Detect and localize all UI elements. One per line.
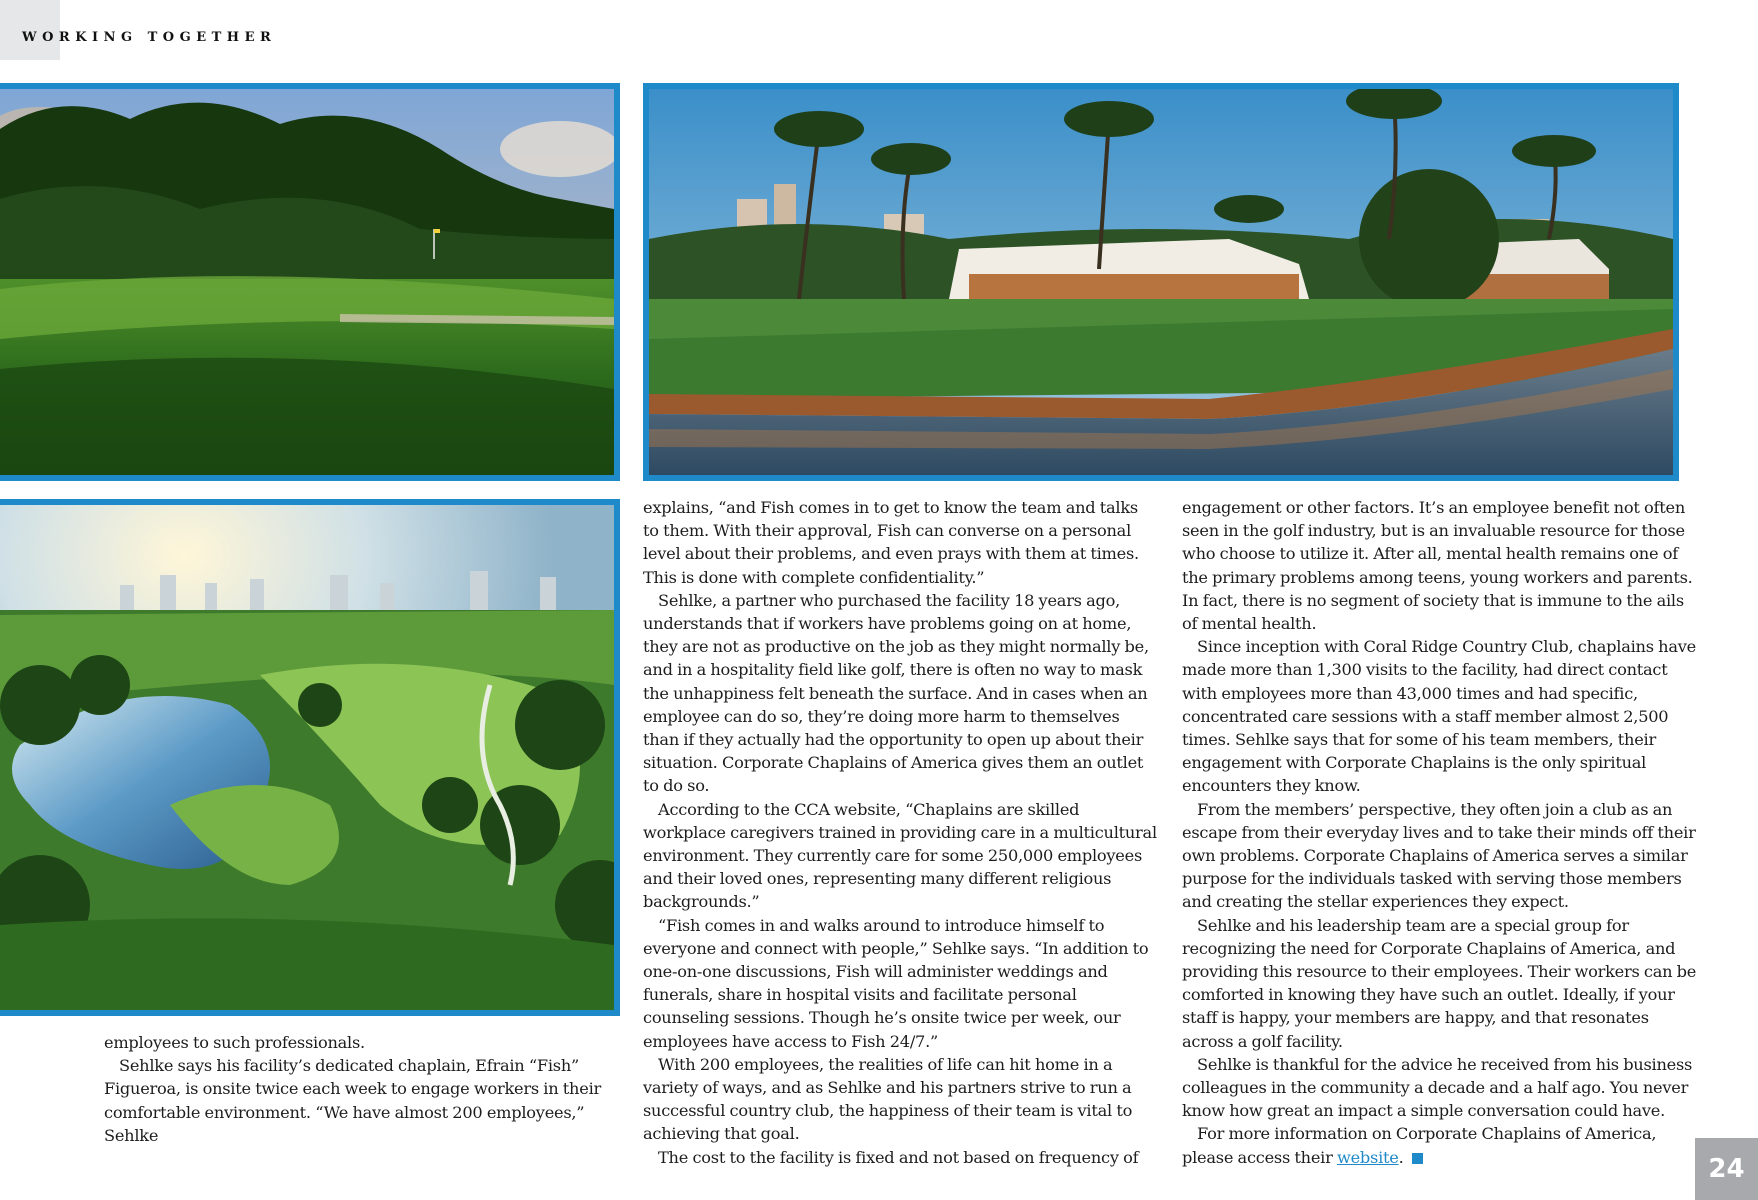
paragraph: Sehlke, a partner who purchased the facility 18 years ago, understands that if workers have problems going on at home, they are not as productive on the job as they might normally be, and in a hospitality field like golf, there is often no way to mask the unhappiness felt beneath the surface. And in cases when an employee can do so, they’re doing more harm to themselves than if they actually had the opportunity to open up about their situation. Corporate Chaplains of America gives them an outlet to do so. — [643, 590, 1149, 796]
closing-period: . — [1398, 1147, 1404, 1167]
text-column-3 — [1182, 496, 1702, 1169]
paragraph: explains, “and Fish comes in to get to know the team and talks to them. With their approval, Fish can converse on a personal level about their problems, and even prays with them at times. This is done with complete confidentiality.” — [643, 498, 1139, 587]
clubhouse-waterfront-photo — [643, 83, 1679, 481]
page-number: 24 — [1695, 1138, 1758, 1200]
text-column-2 — [643, 496, 1158, 1169]
paragraph: “Fish comes in and walks around to introduce himself to everyone and connect with people,” Sehlke says. “In addition to one-on-one discussions, Fish will administer weddings and funerals, share in hospital visits and facilitate personal counseling sessions. Though he’s onsite twice per week, our employees have access to Fish 24/7.” — [643, 915, 1149, 1051]
golf-course-fairway-photo — [0, 83, 620, 481]
paragraph: employees to such professionals. — [104, 1033, 365, 1052]
paragraph: Sehlke is thankful for the advice he received from his business colleagues in the community a decade and a half ago. You never know how great an impact a simple conversation could have. — [1182, 1054, 1693, 1121]
paragraph: The cost to the facility is fixed and not based on frequency of — [658, 1147, 1139, 1167]
paragraph: Since inception with Coral Ridge Country Club, chaplains have made more than 1,300 visits to the facility, had direct contact with employees more than 43,000 times and had specific, concentrated care sessions with a staff member almost 2,500 times. Sehlke says that for some of his team members, their engagement with Corporate Chaplains is the only spiritual encounters they know. — [1182, 637, 1696, 796]
end-of-article-mark — [1412, 1153, 1423, 1164]
paragraph: With 200 employees, the realities of life can hit home in a variety of ways, and as Sehlke and his partners strive to run a successful country club, the happiness of their team is vital to achieving that goal. — [643, 1054, 1133, 1144]
paragraph: Sehlke says his facility’s dedicated chaplain, Efrain “Fish” Figueroa, is onsite twice each week to engage workers in their comfortable environment. “We have almost 200 employees,” Sehlke — [104, 1056, 601, 1145]
text-column-1 — [104, 1031, 624, 1147]
closing-text: For more information on Corporate Chaplains of America, please access their — [1182, 1124, 1657, 1167]
running-head: WORKING TOGETHER — [22, 30, 277, 45]
paragraph: According to the CCA website, “Chaplains are skilled workplace caregivers trained in providing care in a multicultural environment. They currently care for some 250,000 employees and their loved ones, representing many different religious backgrounds.” — [643, 799, 1157, 912]
paragraph: Sehlke and his leadership team are a special group for recognizing the need for Corporate Chaplains of America, and providing this resource to their employees. Their workers can be comforted in knowing they have such an outlet. Ideally, if your staff is happy, your members are happy, and that resonates across a golf facility. — [1182, 915, 1697, 1051]
website-link[interactable]: website — [1337, 1147, 1399, 1167]
paragraph: engagement or other factors. It’s an employee benefit not often seen in the golf industry, but is an invaluable resource for those who choose to utilize it. After all, mental health remains one of the primary problems among teens, young workers and parents. In fact, there is no segment of society that is immune to the ails of mental health. — [1182, 498, 1693, 634]
closing-paragraph — [1182, 1122, 1702, 1168]
paragraph: From the members’ perspective, they often join a club as an escape from their everyday lives and to take their minds off their own problems. Corporate Chaplains of America serves a similar purpose for the individuals tasked with serving those members and creating the stellar experiences they expect. — [1182, 799, 1696, 912]
aerial-golf-course-photo — [0, 499, 620, 1016]
